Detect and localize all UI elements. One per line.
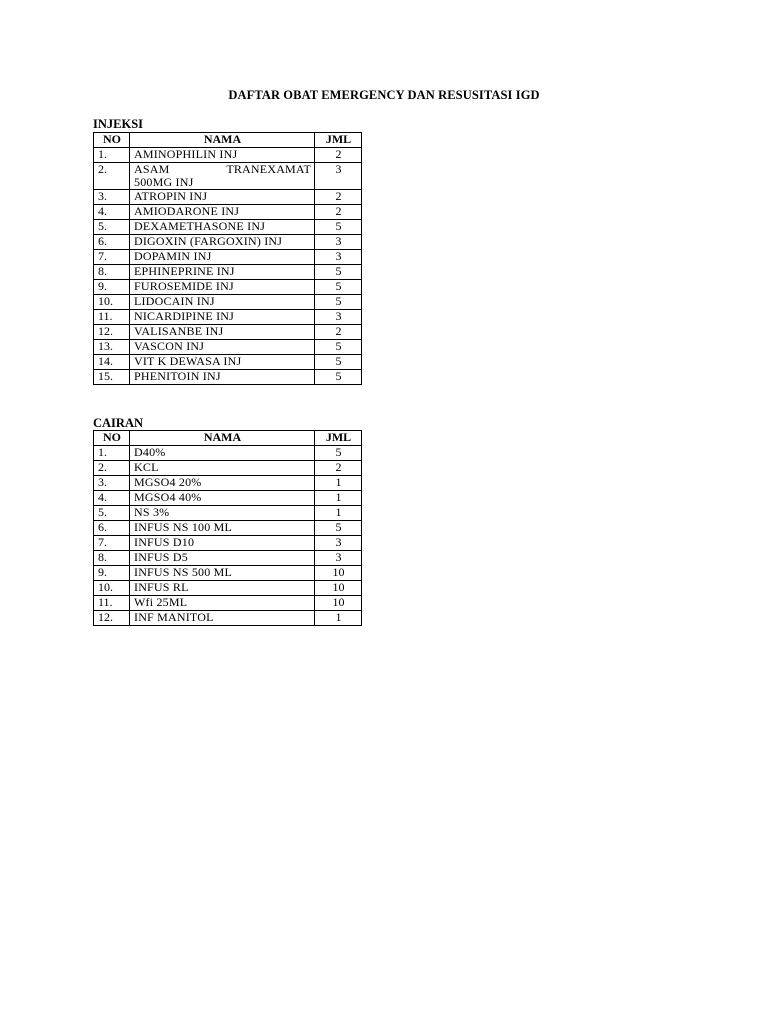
column-header-nama: NAMA xyxy=(130,133,315,148)
row-no: 11. xyxy=(94,596,130,611)
table-row xyxy=(94,190,362,205)
row-no: 8. xyxy=(94,265,130,280)
row-jml: 10 xyxy=(315,596,362,611)
row-jml: 3 xyxy=(315,551,362,566)
row-nama: INFUS NS 500 ML xyxy=(130,566,315,581)
row-jml: 1 xyxy=(315,476,362,491)
row-jml: 5 xyxy=(315,446,362,461)
row-jml: 5 xyxy=(315,355,362,370)
row-no: 15. xyxy=(94,370,130,385)
row-jml: 5 xyxy=(315,340,362,355)
document-title: DAFTAR OBAT EMERGENCY DAN RESUSITASI IGD xyxy=(228,88,540,102)
table-row xyxy=(94,220,362,235)
row-nama: DIGOXIN (FARGOXIN) INJ xyxy=(130,235,315,250)
row-jml: 3 xyxy=(315,250,362,265)
table-row xyxy=(94,521,362,536)
row-no: 10. xyxy=(94,295,130,310)
table-row xyxy=(94,325,362,340)
row-no: 7. xyxy=(94,536,130,551)
row-no: 1. xyxy=(94,446,130,461)
column-header-jml: JML xyxy=(315,133,362,148)
column-header-no: NO xyxy=(94,431,130,446)
row-no: 9. xyxy=(94,566,130,581)
row-no: 14. xyxy=(94,355,130,370)
table-row xyxy=(94,355,362,370)
row-jml: 2 xyxy=(315,461,362,476)
row-nama xyxy=(130,163,315,190)
table-row xyxy=(94,536,362,551)
row-no: 6. xyxy=(94,235,130,250)
row-no: 2. xyxy=(94,163,130,190)
row-no: 3. xyxy=(94,476,130,491)
row-jml: 3 xyxy=(315,235,362,250)
row-jml: 2 xyxy=(315,205,362,220)
row-no: 6. xyxy=(94,521,130,536)
row-jml: 5 xyxy=(315,521,362,536)
row-nama: PHENITOIN INJ xyxy=(130,370,315,385)
row-no: 12. xyxy=(94,325,130,340)
row-nama: KCL xyxy=(130,461,315,476)
row-no: 2. xyxy=(94,461,130,476)
table-row xyxy=(94,446,362,461)
row-jml: 5 xyxy=(315,295,362,310)
table-row xyxy=(94,581,362,596)
table-row xyxy=(94,551,362,566)
table-row xyxy=(94,596,362,611)
row-jml: 2 xyxy=(315,190,362,205)
row-jml: 5 xyxy=(315,220,362,235)
table-header-row xyxy=(94,431,362,446)
row-nama: INFUS D5 xyxy=(130,551,315,566)
row-jml: 3 xyxy=(315,536,362,551)
section-label-cairan: CAIRAN xyxy=(93,416,143,430)
table-row xyxy=(94,476,362,491)
row-jml: 5 xyxy=(315,280,362,295)
table-row xyxy=(94,295,362,310)
table-row xyxy=(94,611,362,626)
table-row xyxy=(94,235,362,250)
row-nama: LIDOCAIN INJ xyxy=(130,295,315,310)
row-nama: MGSO4 20% xyxy=(130,476,315,491)
row-nama: INFUS RL xyxy=(130,581,315,596)
table-row xyxy=(94,340,362,355)
injeksi-table xyxy=(93,132,362,385)
row-no: 11. xyxy=(94,310,130,325)
table-row xyxy=(94,205,362,220)
row-nama: VALISANBE INJ xyxy=(130,325,315,340)
row-no: 4. xyxy=(94,491,130,506)
row-nama: AMIODARONE INJ xyxy=(130,205,315,220)
row-no: 5. xyxy=(94,506,130,521)
row-no: 10. xyxy=(94,581,130,596)
row-no: 5. xyxy=(94,220,130,235)
row-jml: 1 xyxy=(315,491,362,506)
column-header-jml: JML xyxy=(315,431,362,446)
row-jml: 2 xyxy=(315,325,362,340)
table-row xyxy=(94,163,362,190)
table-row xyxy=(94,491,362,506)
column-header-nama: NAMA xyxy=(130,431,315,446)
cairan-table xyxy=(93,430,362,626)
row-no: 13. xyxy=(94,340,130,355)
row-nama: INF MANITOL xyxy=(130,611,315,626)
row-nama: INFUS NS 100 ML xyxy=(130,521,315,536)
row-jml: 5 xyxy=(315,370,362,385)
table-row xyxy=(94,265,362,280)
row-jml: 2 xyxy=(315,148,362,163)
row-no: 3. xyxy=(94,190,130,205)
row-nama: NS 3% xyxy=(130,506,315,521)
row-nama: MGSO4 40% xyxy=(130,491,315,506)
column-header-no: NO xyxy=(94,133,130,148)
row-nama: EPHINEPRINE INJ xyxy=(130,265,315,280)
row-jml: 1 xyxy=(315,611,362,626)
table-row xyxy=(94,461,362,476)
row-nama: ATROPIN INJ xyxy=(130,190,315,205)
table-row xyxy=(94,148,362,163)
table-row xyxy=(94,250,362,265)
row-nama-word: TRANEXAMAT xyxy=(226,162,311,176)
row-no: 1. xyxy=(94,148,130,163)
table-row xyxy=(94,566,362,581)
table-row xyxy=(94,370,362,385)
table-row xyxy=(94,280,362,295)
row-nama: FUROSEMIDE INJ xyxy=(130,280,315,295)
row-jml: 3 xyxy=(315,310,362,325)
row-jml: 1 xyxy=(315,506,362,521)
table-header-row xyxy=(94,133,362,148)
section-label-injeksi: INJEKSI xyxy=(93,117,144,131)
row-jml: 10 xyxy=(315,566,362,581)
row-nama: D40% xyxy=(130,446,315,461)
row-no: 8. xyxy=(94,551,130,566)
table-row xyxy=(94,310,362,325)
row-nama: NICARDIPINE INJ xyxy=(130,310,315,325)
row-nama: AMINOPHILIN INJ xyxy=(130,148,315,163)
row-no: 12. xyxy=(94,611,130,626)
row-nama: VASCON INJ xyxy=(130,340,315,355)
row-nama-word: ASAM xyxy=(134,162,170,176)
row-jml: 3 xyxy=(315,163,362,190)
row-jml: 10 xyxy=(315,581,362,596)
row-no: 9. xyxy=(94,280,130,295)
row-nama-line-2: 500MG INJ xyxy=(134,175,194,189)
row-jml: 5 xyxy=(315,265,362,280)
row-nama: DOPAMIN INJ xyxy=(130,250,315,265)
row-nama: VIT K DEWASA INJ xyxy=(130,355,315,370)
row-no: 4. xyxy=(94,205,130,220)
table-row xyxy=(94,506,362,521)
row-nama: DEXAMETHASONE INJ xyxy=(130,220,315,235)
row-no: 7. xyxy=(94,250,130,265)
row-nama: Wfi 25ML xyxy=(130,596,315,611)
row-nama: INFUS D10 xyxy=(130,536,315,551)
